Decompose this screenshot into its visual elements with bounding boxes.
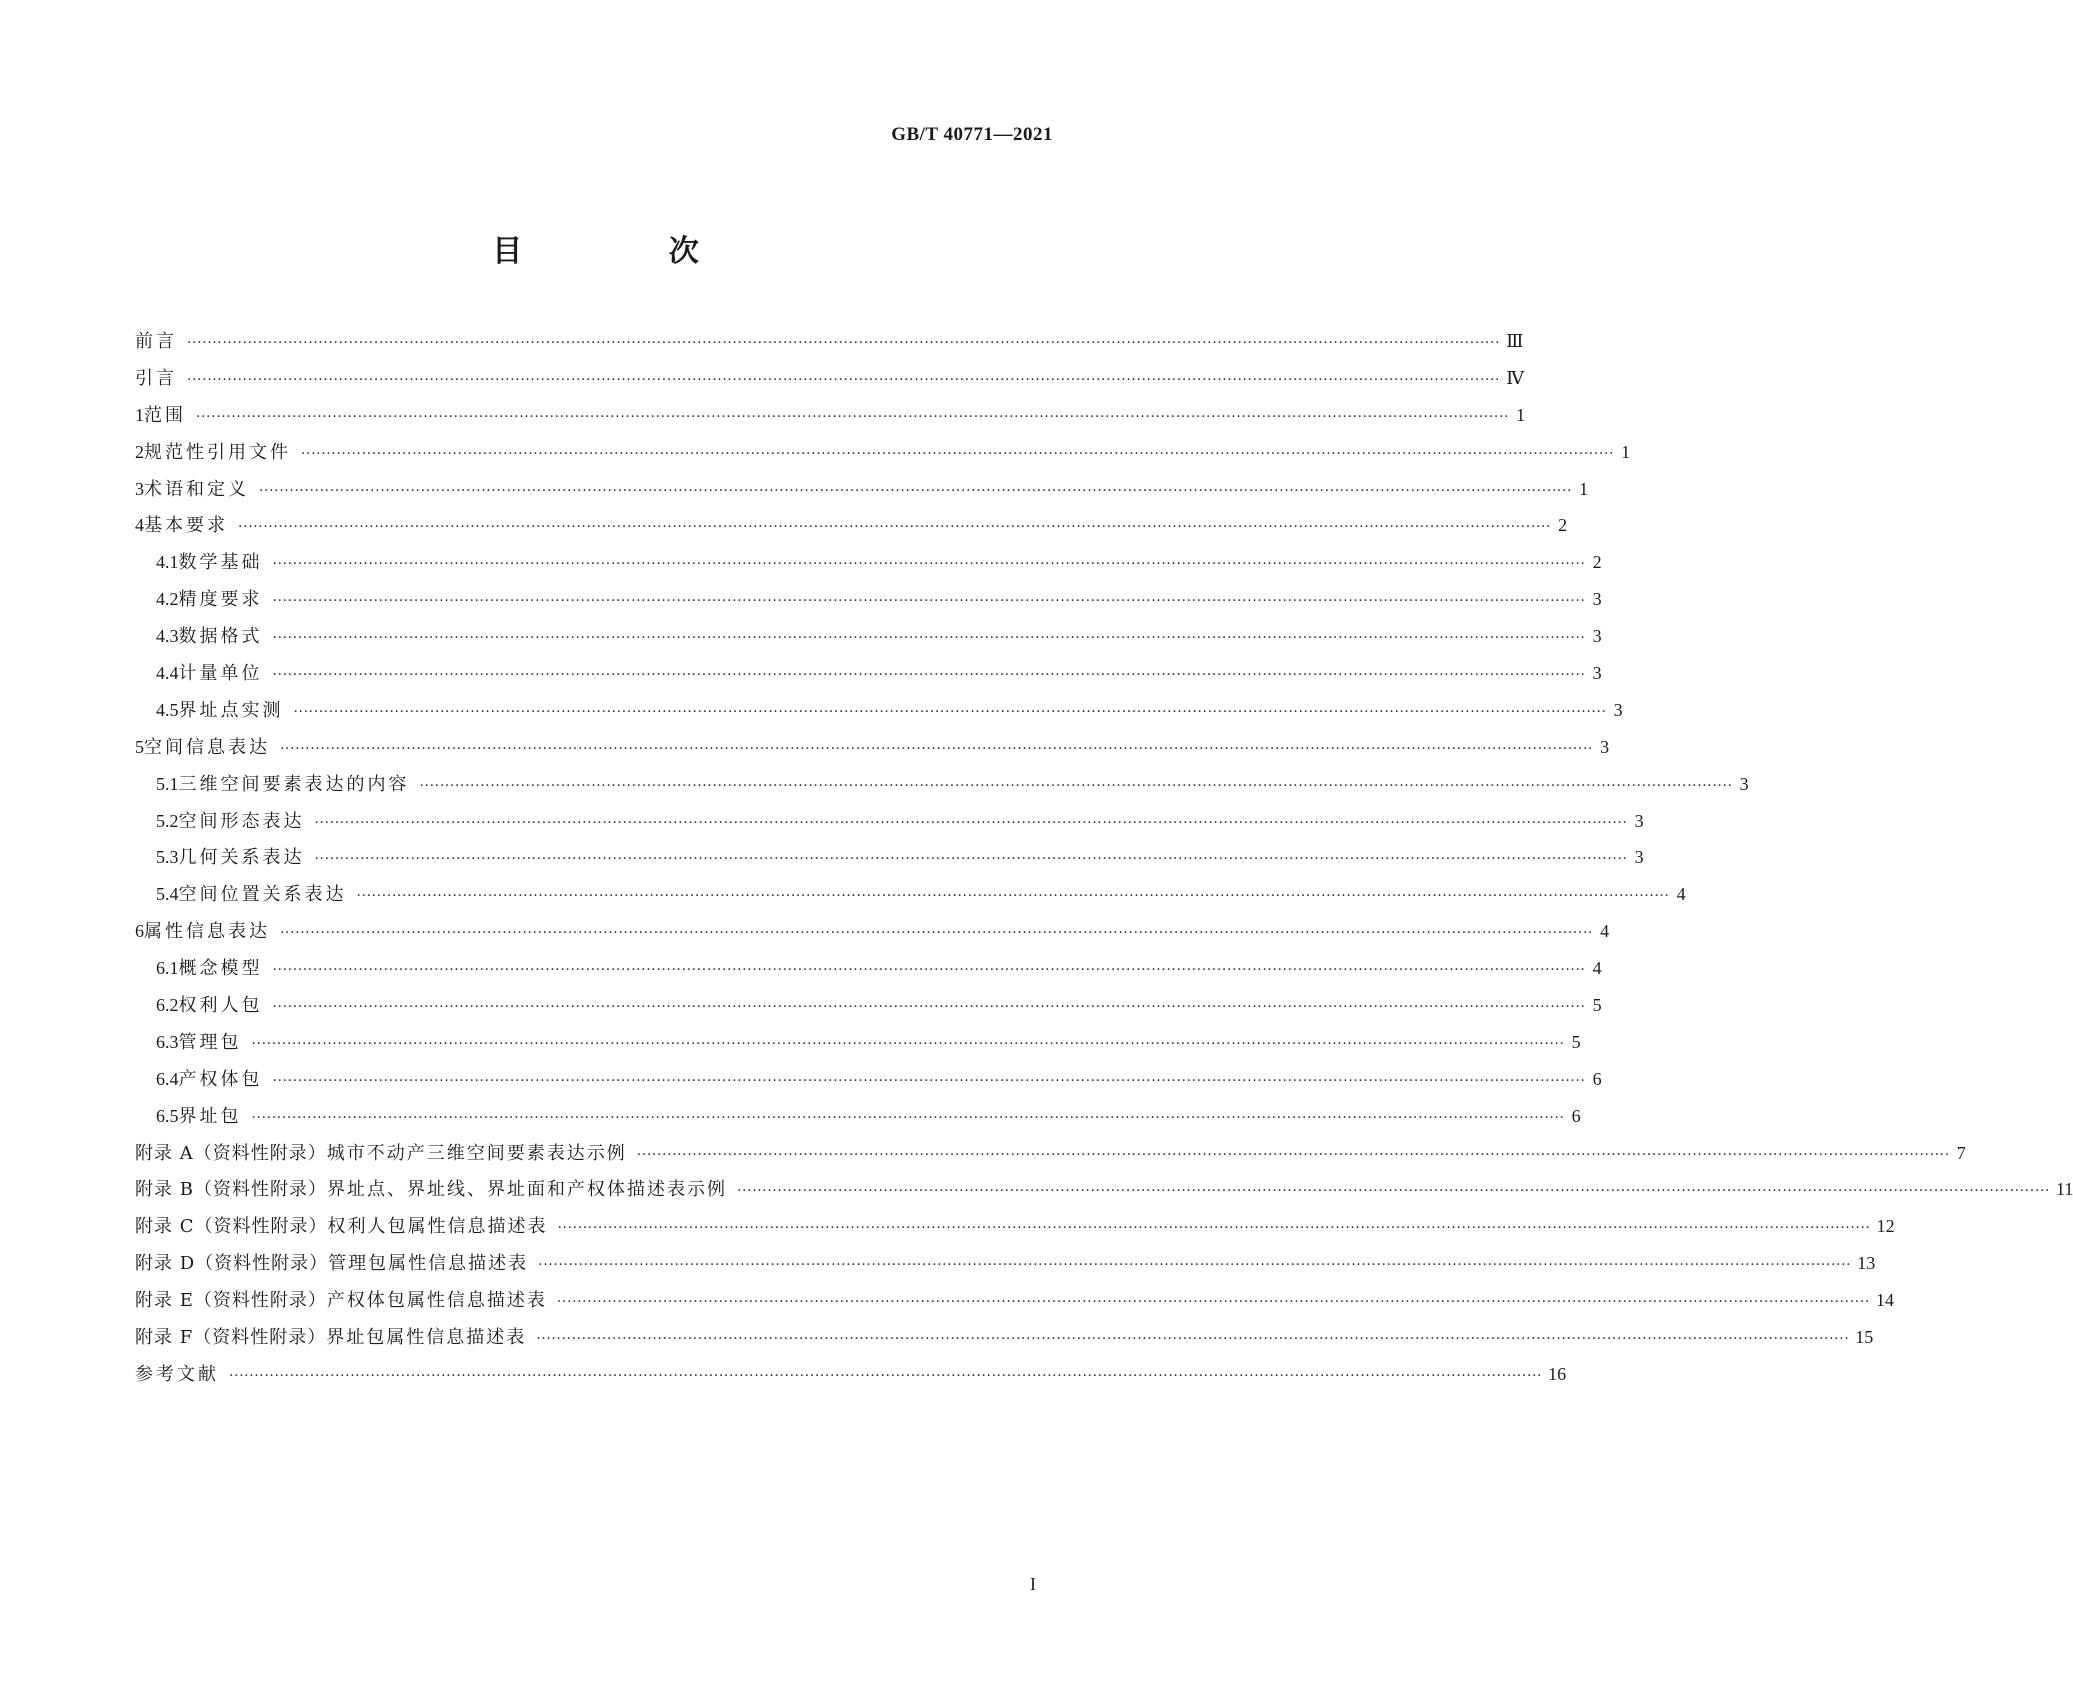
toc-entry-label: 属性信息表达 [144, 921, 270, 943]
toc-entry-page: 14 [1875, 1290, 1894, 1311]
dot-leader: ···································································································································································································································································· [557, 1220, 1871, 1237]
toc-entry-appendix-prefix: 附录 D（资料性附录） [135, 1253, 329, 1275]
toc-entry-number: 5.4 [156, 884, 179, 905]
toc-entry-page: 6 [1571, 1105, 1581, 1126]
toc-entry-number: 6.5 [156, 1105, 179, 1126]
toc-entry-page: 2 [1558, 515, 1568, 536]
toc-entry-label: 前言 [135, 331, 177, 352]
toc-entry-label: 空间形态表达 [178, 810, 305, 832]
toc-entry[interactable] [135, 1175, 2073, 1212]
toc-entry-page: Ⅳ [1506, 367, 1525, 388]
dot-leader: ···································································································································································································································································· [301, 445, 1615, 462]
toc-entry-label: 界址包 [178, 1105, 242, 1127]
toc-entry[interactable] [135, 364, 1525, 401]
toc-entry-appendix-prefix: 附录 F（资料性附录） [135, 1327, 327, 1349]
toc-entry-page: Ⅲ [1506, 331, 1524, 351]
toc-entry[interactable] [135, 843, 1644, 880]
toc-entry[interactable] [135, 1102, 1581, 1139]
dot-leader: ···································································································································································································································································· [736, 1183, 2051, 1200]
toc-entry[interactable] [135, 1360, 1567, 1397]
toc-entry-label: 权利人包 [178, 995, 263, 1017]
dot-leader: ···································································································································································································································································· [356, 888, 1670, 905]
dot-leader: ···································································································································································································································································· [536, 1331, 1850, 1348]
page-number: I [1030, 1574, 1036, 1594]
toc-entry[interactable] [135, 733, 1610, 770]
toc-entry[interactable] [135, 807, 1644, 844]
toc-entry-page: 11 [2056, 1179, 2073, 1200]
dot-leader: ···································································································································································································································································· [187, 335, 1501, 351]
toc-entry-number: 6.2 [156, 995, 179, 1016]
toc-entry-page: 4 [1600, 921, 1610, 942]
table-of-contents [135, 327, 2073, 1397]
toc-entry-label: 管理包属性信息描述表 [328, 1253, 529, 1275]
toc-entry-label: 范围 [144, 404, 186, 426]
toc-entry-label: 精度要求 [178, 589, 263, 611]
toc-entry-label: 数学基础 [178, 552, 263, 574]
dot-leader: ···································································································································································································································································· [280, 740, 1594, 757]
dot-leader: ···································································································································································································································································· [419, 777, 1733, 794]
toc-entry-number: 4.2 [156, 589, 179, 610]
dot-leader: ···································································································································································································································································· [272, 630, 1586, 647]
toc-entry-label: 参考文献 [135, 1363, 219, 1385]
toc-entry-label: 空间位置关系表达 [178, 884, 347, 906]
toc-entry-page: 3 [1592, 663, 1602, 684]
toc-entry-label: 产权体包属性信息描述表 [326, 1290, 547, 1312]
toc-entry-page: 7 [1956, 1142, 1966, 1163]
toc-entry-page: 3 [1592, 626, 1602, 647]
toc-entry-number: 6.3 [156, 1031, 179, 1052]
toc-entry-page: 3 [1634, 810, 1644, 831]
toc-entry-page: 3 [1613, 699, 1623, 720]
toc-entry[interactable] [135, 880, 1686, 917]
toc-entry[interactable] [135, 1028, 1581, 1065]
toc-entry[interactable] [135, 696, 1623, 733]
dot-leader: ···································································································································································································································································· [259, 482, 1573, 499]
toc-entry-label: 界址点实测 [178, 699, 284, 721]
dot-leader: ···································································································································································································································································· [272, 962, 1586, 979]
toc-entry[interactable] [135, 1065, 1602, 1102]
dot-leader: ···································································································································································································································································· [272, 556, 1586, 573]
dot-leader: ···································································································································································································································································· [229, 1367, 1543, 1384]
toc-entry-page: 1 [1516, 404, 1526, 425]
dot-leader: ···································································································································································································································································· [538, 1257, 1852, 1274]
toc-entry-appendix-prefix: 附录 E（资料性附录） [135, 1290, 327, 1312]
toc-entry-label: 管理包 [178, 1031, 242, 1053]
toc-entry-page: 3 [1600, 736, 1610, 757]
toc-entry[interactable] [135, 401, 1526, 438]
toc-entry-page: 3 [1739, 773, 1749, 794]
toc-entry[interactable] [135, 1249, 1876, 1286]
toc-entry-page: 2 [1592, 552, 1602, 573]
dot-leader: ···································································································································································································································································· [314, 814, 1628, 831]
toc-entry[interactable] [135, 659, 1602, 696]
dot-leader: ···································································································································································································································································· [636, 1146, 1950, 1163]
toc-entry-number: 6.1 [156, 958, 179, 979]
toc-entry-label: 基本要求 [144, 515, 228, 537]
toc-entry-appendix-prefix: 附录 B（资料性附录） [135, 1179, 327, 1201]
toc-entry-label: 几何关系表达 [178, 847, 305, 869]
toc-entry-page: 12 [1876, 1216, 1895, 1237]
toc-entry-number: 5.1 [156, 773, 179, 794]
toc-entry-label: 规范性引用文件 [144, 441, 291, 463]
toc-entry-number: 4.5 [156, 699, 179, 720]
toc-entry-page: 4 [1676, 884, 1686, 905]
toc-entry-number: 3 [135, 478, 144, 499]
dot-leader: ···································································································································································································································································· [196, 408, 1510, 425]
toc-entry-number: 4.3 [156, 626, 179, 647]
toc-entry[interactable] [135, 1286, 1894, 1323]
toc-entry-page: 16 [1548, 1363, 1567, 1384]
toc-entry-page: 6 [1592, 1068, 1602, 1089]
toc-entry-number: 5 [135, 736, 144, 757]
toc-entry-page: 3 [1634, 847, 1644, 868]
toc-entry-page: 3 [1592, 589, 1602, 610]
toc-entry-label: 引言 [135, 367, 177, 389]
toc-entry-number: 6.4 [156, 1068, 179, 1089]
dot-leader: ···································································································································································································································································· [293, 703, 1607, 720]
toc-entry-number: 1 [135, 404, 144, 425]
toc-entry-label: 三维空间要素表达的内容 [178, 773, 410, 795]
toc-entry-number: 5.2 [156, 810, 179, 831]
toc-entry-page: 15 [1855, 1327, 1874, 1348]
dot-leader: ···································································································································································································································································· [272, 1072, 1586, 1089]
page-title: 目 次 [492, 234, 767, 269]
toc-entry-number: 2 [135, 441, 144, 462]
toc-entry[interactable] [135, 991, 1602, 1028]
toc-entry-page: 13 [1857, 1253, 1876, 1274]
toc-entry[interactable] [135, 475, 1589, 512]
toc-entry[interactable] [135, 622, 1602, 659]
toc-entry-page: 5 [1571, 1031, 1581, 1052]
toc-entry-page: 1 [1621, 441, 1631, 462]
toc-entry-label: 界址包属性信息描述表 [326, 1327, 527, 1349]
toc-entry-page: 4 [1592, 958, 1602, 979]
dot-leader: ···································································································································································································································································· [238, 519, 1552, 536]
toc-entry-appendix-prefix: 附录 A（资料性附录） [135, 1142, 327, 1164]
toc-entry-label: 界址点、界址线、界址面和产权体描述表示例 [326, 1179, 727, 1201]
toc-entry-label: 空间信息表达 [144, 736, 270, 758]
toc-entry-number: 4 [135, 515, 144, 536]
toc-entry-label: 权利人包属性信息描述表 [327, 1216, 548, 1238]
dot-leader: ···································································································································································································································································· [187, 371, 1501, 388]
toc-entry[interactable] [135, 1139, 1966, 1176]
toc-entry-label: 术语和定义 [144, 478, 249, 500]
dot-leader: ···································································································································································································································································· [251, 1035, 1565, 1052]
toc-entry-page: 5 [1592, 995, 1602, 1016]
dot-leader: ···································································································································································································································································· [272, 593, 1586, 610]
dot-leader: ···································································································································································································································································· [556, 1294, 1870, 1311]
toc-entry[interactable] [135, 438, 1631, 475]
toc-entry-label: 产权体包 [178, 1068, 263, 1090]
dot-leader: ···································································································································································································································································· [272, 667, 1586, 684]
toc-entry-label: 计量单位 [178, 663, 263, 685]
standard-code: GB/T 40771—2021 [891, 124, 1053, 145]
dot-leader: ···································································································································································································································································· [280, 925, 1594, 942]
toc-entry-number: 4.4 [156, 663, 179, 684]
toc-entry-label: 概念模型 [178, 958, 263, 980]
toc-entry[interactable] [135, 511, 1568, 548]
toc-entry[interactable] [135, 770, 1749, 807]
toc-entry-page: 1 [1579, 478, 1589, 499]
toc-entry-number: 5.3 [156, 847, 179, 868]
toc-entry[interactable] [135, 327, 1524, 364]
toc-entry-label: 城市不动产三维空间要素表达示例 [326, 1142, 627, 1164]
dot-leader: ···································································································································································································································································· [314, 851, 1628, 868]
toc-entry-appendix-prefix: 附录 C（资料性附录） [135, 1216, 328, 1238]
toc-entry[interactable] [135, 585, 1602, 622]
toc-entry-number: 6 [135, 921, 144, 942]
toc-entry-label: 数据格式 [178, 626, 263, 648]
toc-entry[interactable] [135, 954, 1602, 991]
toc-entry[interactable] [135, 917, 1610, 954]
toc-entry[interactable] [135, 1212, 1895, 1249]
toc-entry-number: 4.1 [156, 552, 179, 573]
dot-leader: ···································································································································································································································································· [251, 1109, 1565, 1126]
toc-entry[interactable] [135, 548, 1602, 585]
toc-entry[interactable] [135, 1323, 1874, 1360]
dot-leader: ···································································································································································································································································· [272, 999, 1586, 1016]
